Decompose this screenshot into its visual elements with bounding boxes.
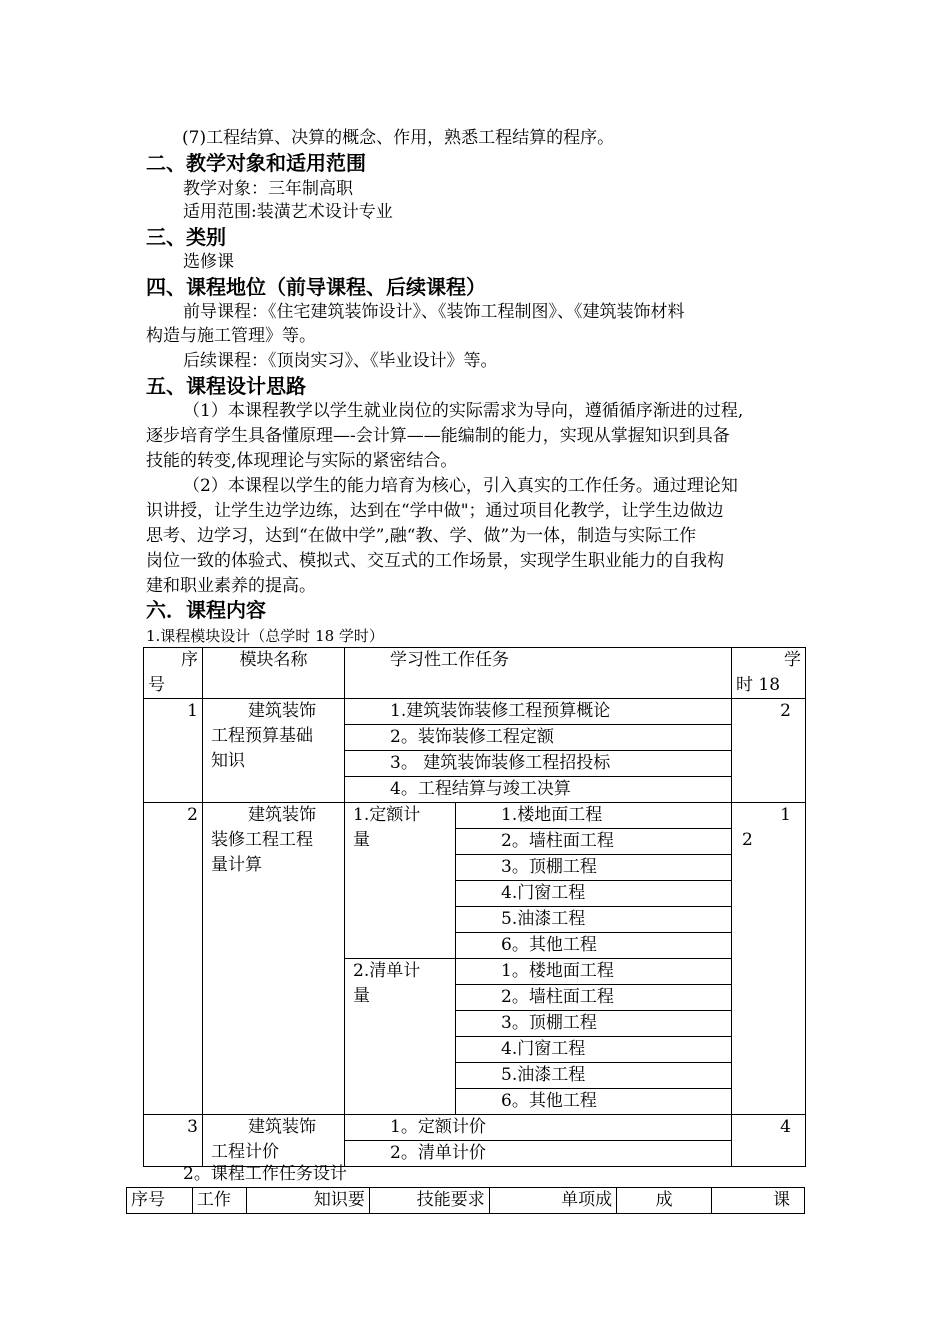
m2-g1-item-6: 6。其他工程	[456, 933, 732, 959]
heading-s6: 六．课程内容	[146, 598, 266, 622]
t2-header-knowledge: 知识要	[246, 1188, 369, 1214]
t2-header-skills: 技能要求	[369, 1188, 489, 1214]
header-tasks: 学习性工作任务	[345, 648, 732, 699]
table-row	[144, 803, 806, 829]
header-hours: 学 时 18	[732, 648, 806, 699]
module-table	[143, 647, 806, 1167]
m2-g2-item-5: 5.油漆工程	[456, 1063, 732, 1089]
heading-s5: 五、课程设计思路	[146, 374, 306, 398]
table-header-row	[144, 648, 806, 699]
intro-line: (7)工程结算、决算的概念、作用，熟悉工程结算的程序。	[182, 128, 615, 148]
m2-group-2-label: 2.清单计 量	[345, 959, 456, 1115]
m2-name: 建筑装饰 装修工程工程 量计算	[203, 803, 345, 1115]
t2-header-single: 单项成	[489, 1188, 616, 1214]
t2-header-work: 工作	[192, 1188, 246, 1214]
m3-hours: 4	[732, 1115, 806, 1167]
m2-g1-item-1: 1.楼地面工程	[456, 803, 732, 829]
header-seq: 序 号	[144, 648, 203, 699]
table1-caption: 1.课程模块设计（总学时 18 学时）	[146, 627, 384, 645]
heading-s4: 四、课程地位（前导课程、后续课程）	[146, 275, 486, 299]
m2-g2-item-6: 6。其他工程	[456, 1089, 732, 1115]
m2-g2-item-3: 3。顶棚工程	[456, 1011, 732, 1037]
s5-line-2: 逐步培育学生具备懂原理—-会计算——能编制的能力，实现从掌握知识到具备	[146, 426, 730, 446]
heading-s3: 三、类别	[146, 225, 226, 249]
m1-task-4: 4。工程结算与竣工决算	[345, 777, 732, 803]
s5-line-8: 建和职业素养的提高。	[146, 576, 316, 596]
s4-line-3: 后续课程：《顶岗实习》、《毕业设计》等。	[183, 351, 498, 371]
m3-seq: 3	[144, 1115, 203, 1167]
s3-line-1: 选修课	[183, 252, 234, 272]
table-row	[144, 1115, 806, 1141]
m2-group-1-label: 1.定额计 量	[345, 803, 456, 959]
m2-g1-item-5: 5.油漆工程	[456, 907, 732, 933]
table2-caption: 2。课程工作任务设计	[183, 1164, 347, 1184]
s5-line-4: （2）本课程以学生的能力培育为核心，引入真实的工作任务。通过理论知	[183, 476, 738, 496]
m2-hours: 1 2	[732, 803, 806, 1115]
s2-line-1: 教学对象：三年制高职	[183, 179, 353, 199]
s5-line-3: 技能的转变,体现理论与实际的紧密结合。	[146, 451, 458, 471]
table-row	[144, 699, 806, 725]
m2-seq: 2	[144, 803, 203, 1115]
m3-name: 建筑装饰 工程计价	[203, 1115, 345, 1167]
t2-header-result: 成	[617, 1188, 712, 1214]
m2-g1-item-3: 3。顶棚工程	[456, 855, 732, 881]
m3-task-2: 2。清单计价	[345, 1141, 732, 1167]
s5-line-7: 岗位一致的体验式、模拟式、交互式的工作场景，实现学生职业能力的自我构	[146, 551, 724, 571]
m1-name: 建筑装饰 工程预算基础 知识	[203, 699, 345, 803]
s5-line-5: 识讲授，让学生边学边练，达到在“学中做"；通过项目化教学，让学生边做边	[146, 501, 724, 521]
header-module: 模块名称	[203, 648, 345, 699]
m3-task-1: 1。定额计价	[345, 1115, 732, 1141]
s5-line-6: 思考、边学习，达到“在做中学”,融“教、学、做”为一体，制造与实际工作	[146, 526, 697, 546]
m1-hours: 2	[732, 699, 806, 803]
s4-line-1: 前导课程：《住宅建筑装饰设计》、《装饰工程制图》、《建筑装饰材料	[183, 302, 685, 322]
heading-s2: 二、教学对象和适用范围	[146, 151, 366, 175]
table-header-row	[127, 1188, 805, 1214]
s2-line-2: 适用范围:装潢艺术设计专业	[183, 202, 393, 222]
t2-header-seq: 序号	[127, 1188, 193, 1214]
s4-line-2: 构造与施工管理》等。	[146, 326, 316, 346]
s5-line-1: （1）本课程教学以学生就业岗位的实际需求为导向，遵循循序渐进的过程,	[183, 401, 744, 421]
m2-g1-item-4: 4.门窗工程	[456, 881, 732, 907]
m2-g2-item-4: 4.门窗工程	[456, 1037, 732, 1063]
m1-task-2: 2。装饰装修工程定额	[345, 725, 732, 751]
m1-seq: 1	[144, 699, 203, 803]
m1-task-3: 3。 建筑装饰装修工程招投标	[345, 751, 732, 777]
m2-g2-item-1: 1。楼地面工程	[456, 959, 732, 985]
t2-header-class: 课	[712, 1188, 805, 1214]
m2-g2-item-2: 2。墙柱面工程	[456, 985, 732, 1011]
task-table	[126, 1187, 805, 1214]
m1-task-1: 1.建筑装饰装修工程预算概论	[345, 699, 732, 725]
m2-g1-item-2: 2。墙柱面工程	[456, 829, 732, 855]
